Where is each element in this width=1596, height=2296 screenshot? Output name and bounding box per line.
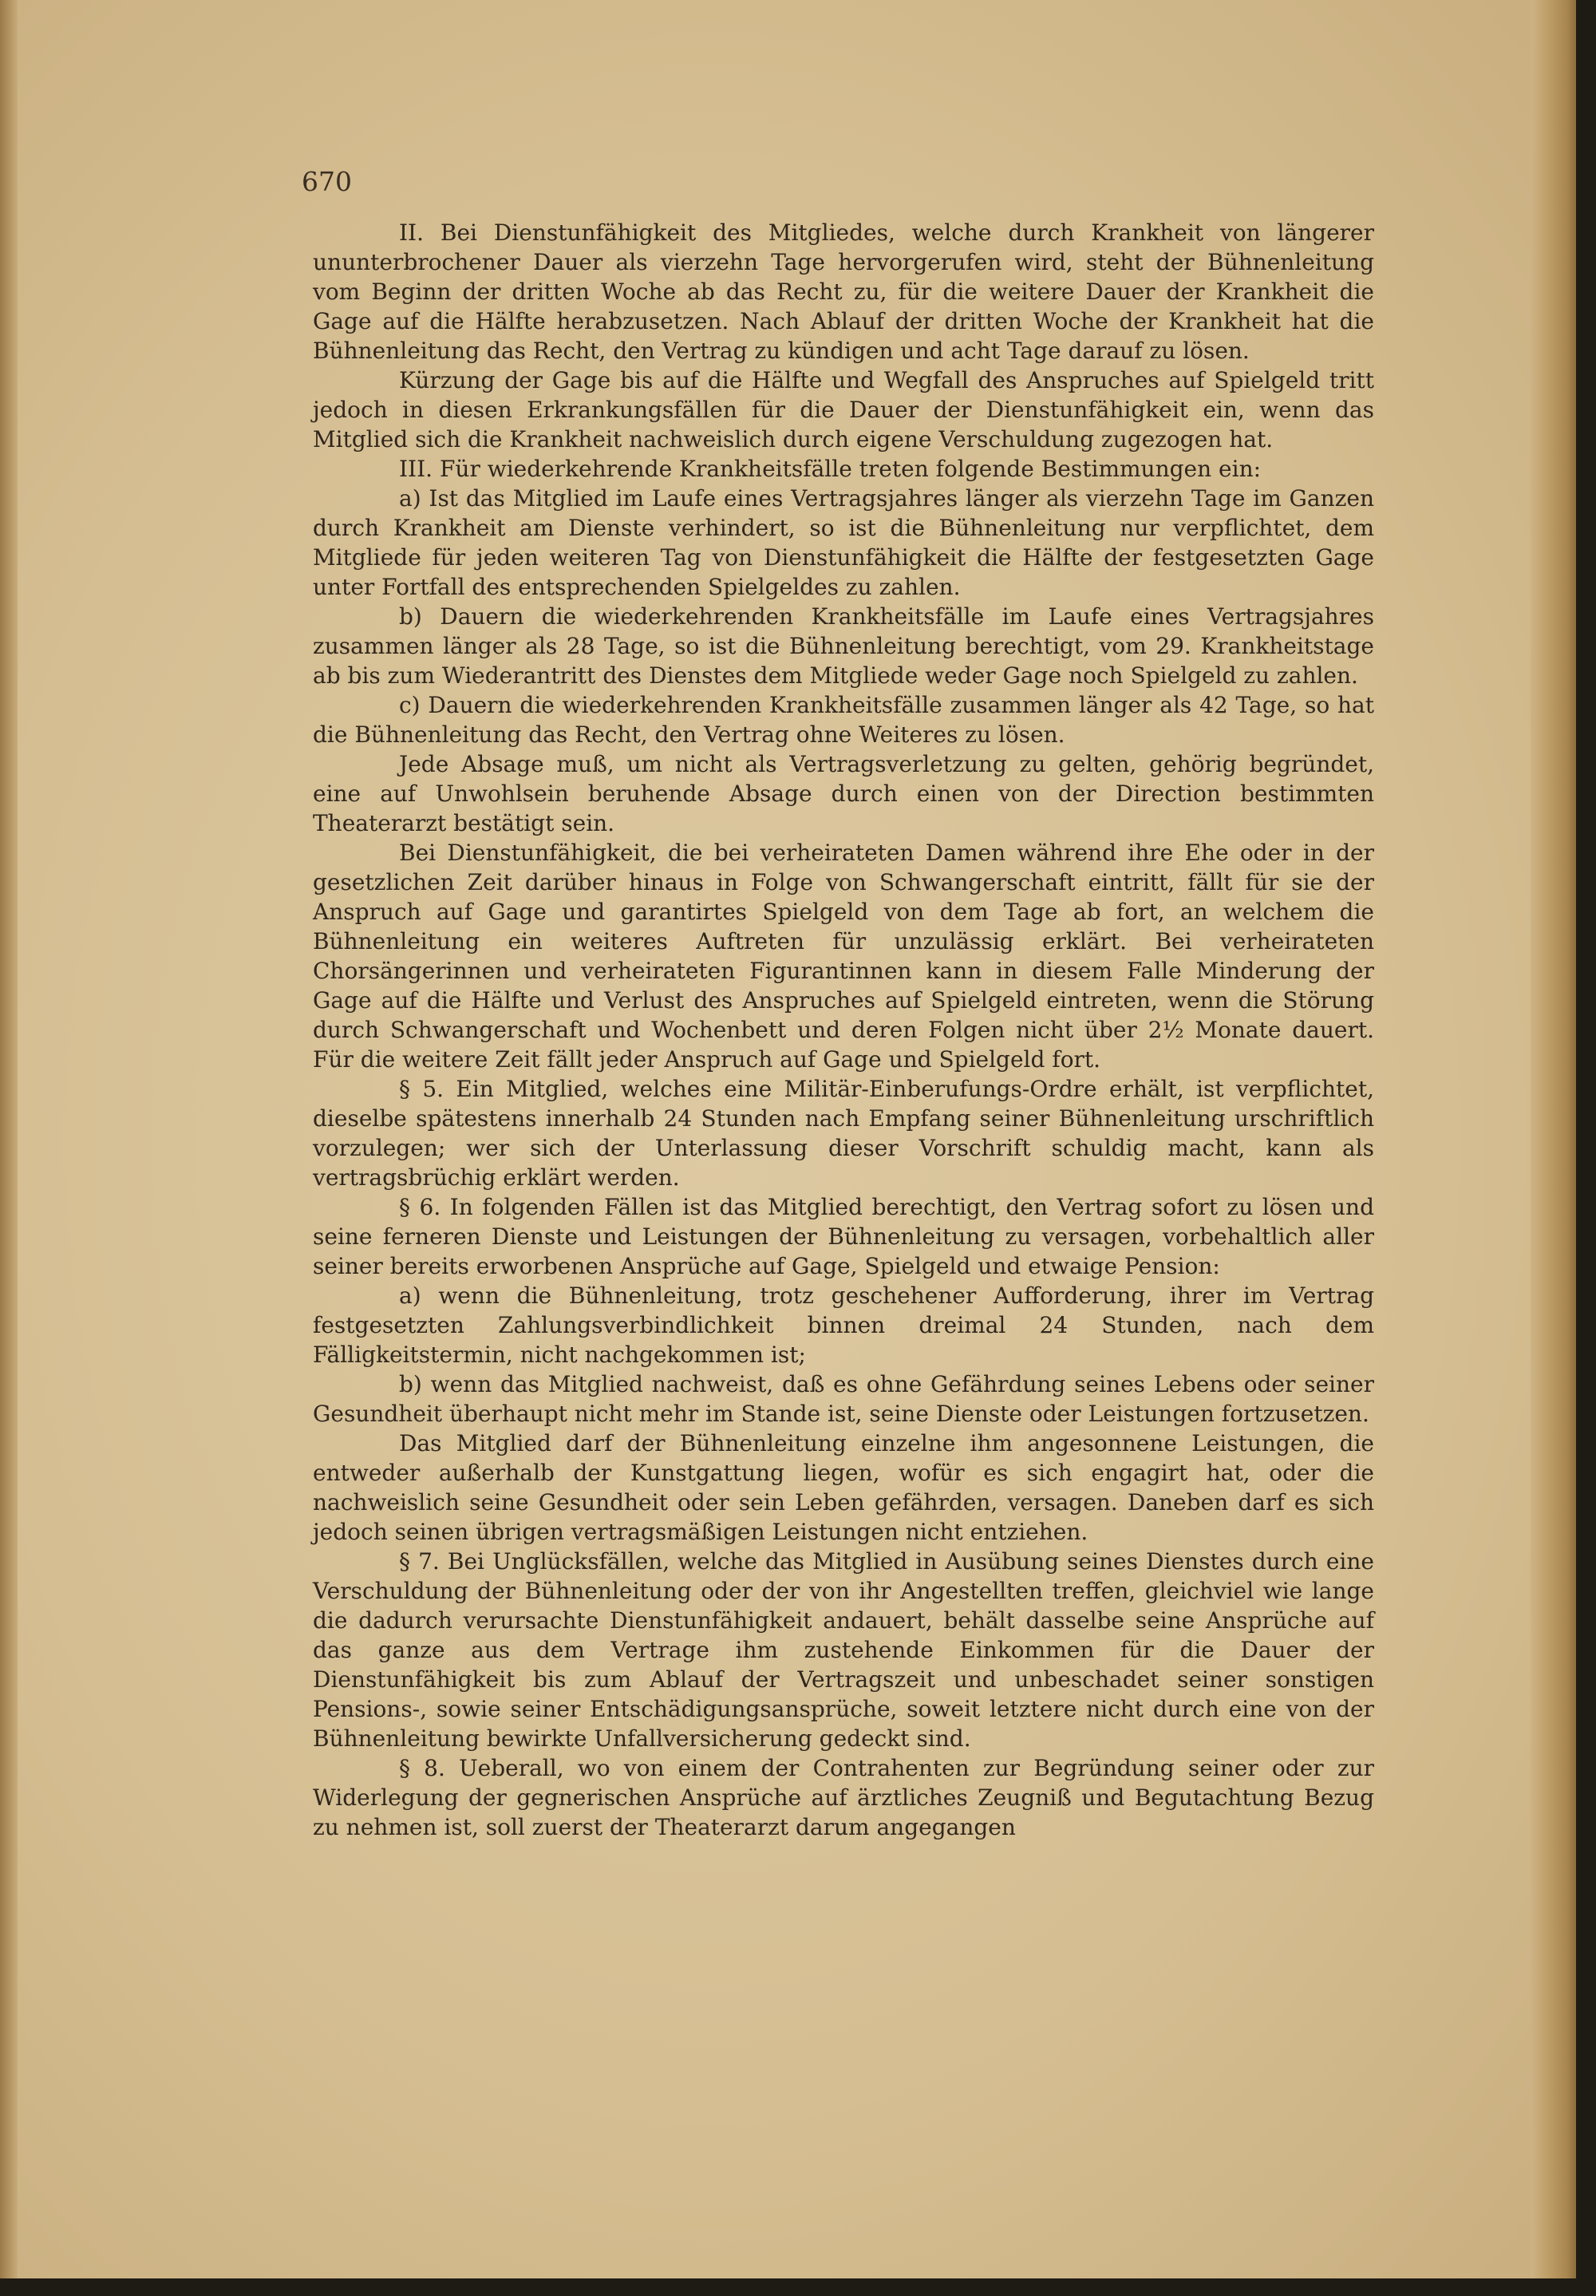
page-number: 670 — [302, 166, 352, 197]
paragraph-item-b: b) Dauern die wiederkehrenden Krankheitsfälle im Laufe eines Vertragsjahres zusammen länger als 28 Tage, so ist die Bühnenleitung berechtigt, vom 29. Krankheitstage ab bis zum Wiederantritt des Dienstes dem Mitgliede weder Gage noch Spielgeld zu zahlen. — [313, 603, 1374, 689]
paragraph-section-7: § 7. Bei Unglücksfällen, welche das Mitglied in Ausübung seines Dienstes durch eine Verschuldung der Bühnenleitung oder der von ihr Angestellten treffen, gleichviel wie lange die dadurch verursachte Dienstunfähigkeit andauert, behält dasselbe seine Ansprüche auf das ganze aus dem Vertrage ihm zustehende Einkommen für die Dauer der Dienstunfähigkeit bis zum Ablauf der Vertragszeit und unbeschadet seiner sonstigen Pensions-, sowie seiner Entschädigungsansprüche, soweit letztere nicht durch eine von der Bühnenleitung bewirkte Unfallversicherung gedeckt sind. — [313, 1548, 1374, 1752]
paragraph-item-c: c) Dauern die wiederkehrenden Krankheitsfälle zusammen länger als 42 Tage, so hat die Bühnenleitung das Recht, den Vertrag ohne Weiteres zu lösen. — [313, 692, 1374, 748]
paragraph-section-6-a: a) wenn die Bühnenleitung, trotz geschehener Aufforderung, ihrer im Vertrag festgesetzten Zahlungsverbindlichkeit binnen dreimal 24 Stunden, nach dem Fälligkeitstermin, nicht nachgekommen ist; — [313, 1282, 1374, 1368]
paragraph-pregnancy: Bei Dienstunfähigkeit, die bei verheirateten Damen während ihre Ehe oder in der gesetzlichen Zeit darüber hinaus in Folge von Schwangerschaft eintritt, fällt für sie der Anspruch auf Gage und garantirtes Spielgeld von dem Tage ab fort, an welchem die Bühnenleitung ein weiteres Auftreten für unzulässig erklärt. Bei verheirateten Chorsängerinnen und verheirateten Figurantinnen kann in diesem Falle Minderung der Gage auf die Hälfte und Verlust des Anspruches auf Spielgeld eintreten, wenn die Störung durch Schwangerschaft und Wochenbett und deren Folgen nicht über 2½ Monate dauert. Für die weitere Zeit fällt jeder Anspruch auf Gage und Spielgeld fort. — [313, 840, 1374, 1073]
paragraph-section-6: § 6. In folgenden Fällen ist das Mitglied berechtigt, den Vertrag sofort zu lösen und seine ferneren Dienste und Leistungen der Bühnenleitung zu versagen, vorbehaltlich aller seiner bereits erworbenen Ansprüche auf Gage, Spielgeld und etwaige Pension: — [313, 1194, 1374, 1279]
book-spine-edge — [1531, 0, 1576, 2278]
paragraph-section-8: § 8. Ueberall, wo von einem der Contrahenten zur Begründung seiner oder zur Widerlegung der gegnerischen Ansprüche auf ärztliches Zeugniß und Begutachtung Bezug zu nehmen ist, soll zuerst der Theaterarzt darum angegangen — [313, 1755, 1374, 1840]
paragraph-refusal: Das Mitglied darf der Bühnenleitung einzelne ihm angesonnene Leistungen, die entweder außerhalb der Kunstgattung liegen, wofür es sich engagirt hat, oder die nachweislich seine Gesundheit oder sein Leben gefährden, versagen. Daneben darf es sich jedoch seinen übrigen vertragsmäßigen Leistungen nicht entziehen. — [313, 1430, 1374, 1545]
paragraph-absage: Jede Absage muß, um nicht als Vertragsverletzung zu gelten, gehörig begründet, eine auf Unwohlsein beruhende Absage durch einen von der Direction bestimmten Theaterarzt bestätigt sein. — [313, 751, 1374, 836]
page-left-edge — [0, 0, 18, 2278]
paragraph-sickness-ii: II. Bei Dienstunfähigkeit des Mitgliedes, welche durch Krankheit von längerer ununterbrochener Dauer als vierzehn Tage hervorgerufen wird, steht der Bühnenleitung vom Beginn der dritten Woche ab das Recht zu, für die weitere Dauer der Krankheit die Gage auf die Hälfte herabzusetzen. Nach Ablauf der dritten Woche der Krankheit hat die Bühnenleitung das Recht, den Vertrag zu kündigen und acht Tage darauf zu lösen. — [313, 219, 1374, 364]
paragraph-section-6-b: b) wenn das Mitglied nachweist, daß es ohne Gefährdung seines Lebens oder seiner Gesundheit überhaupt nicht mehr im Stande ist, seine Dienste oder Leistungen fortzusetzen. — [313, 1371, 1374, 1427]
paragraph-sickness-iii: III. Für wiederkehrende Krankheitsfälle treten folgende Bestimmungen ein: — [399, 456, 1262, 482]
paragraph-item-a: a) Ist das Mitglied im Laufe eines Vertragsjahres länger als vierzehn Tage im Ganzen durch Krankheit am Dienste verhindert, so ist die Bühnenleitung nur verpflichtet, dem Mitgliede für jeden weiteren Tag von Dienstunfähigkeit die Hälfte der festgesetzten Gage unter Fortfall des entsprechenden Spielgeldes zu zahlen. — [313, 485, 1374, 600]
paragraph-gage-reduction: Kürzung der Gage bis auf die Hälfte und Wegfall des Anspruches auf Spielgeld tritt jedoch in diesen Erkrankungsfällen für die Dauer der Dienstunfähigkeit ein, wenn das Mitglied sich die Krankheit nachweislich durch eigene Verschuldung zugezogen hat. — [313, 367, 1374, 452]
body-text — [313, 218, 1374, 1842]
paragraph-section-5: § 5. Ein Mitglied, welches eine Militär-Einberufungs-Ordre erhält, ist verpflichtet, dieselbe spätestens innerhalb 24 Stunden nach Empfang seiner Bühnenleitung urschriftlich vorzulegen; wer sich der Unterlassung dieser Vorschrift schuldig macht, kann als vertragsbrüchig erklärt werden. — [313, 1076, 1374, 1191]
